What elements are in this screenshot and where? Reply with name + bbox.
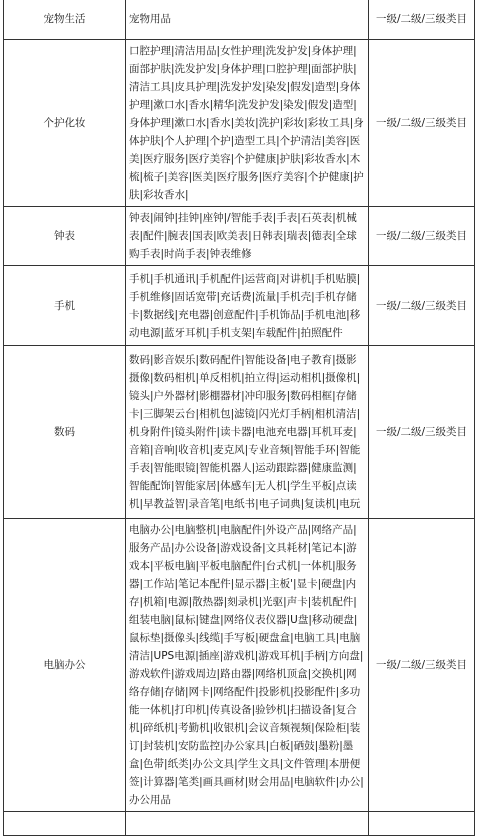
table-row (4, 207, 475, 266)
category-cell: 钟表 (4, 207, 126, 266)
level-cell (369, 812, 475, 836)
category-cell: 电脑办公 (4, 519, 126, 812)
level-cell: 一级/二级/三级类目 (369, 346, 475, 519)
level-cell: 一级/二级/三级类目 (369, 40, 475, 207)
level-cell: 一级/二级/三级类目 (369, 266, 475, 346)
table-row (4, 519, 475, 812)
level-cell: 一级/二级/三级类目 (369, 519, 475, 812)
table-row (4, 346, 475, 519)
table-row (4, 0, 475, 40)
table-row (4, 266, 475, 346)
category-cell (4, 812, 126, 836)
level-cell: 一级/二级/三级类目 (369, 0, 475, 40)
items-cell: 钟表|闹钟|挂钟|座钟|/智能手表|手表|石英表|机械表|配件|腕表|国表|欧美表|日韩表|瑞表|德表|全球购手表|时尚手表|钟表维修 (126, 207, 369, 266)
items-cell: 电脑办公|电脑整机|电脑配件|外设产品|网络产品|服务产品|办公设备|游戏设备|文具耗材|笔记本|游戏本|平板电脑|平板电脑配件|台式机|一体机|服务器|工作站|笔记本配件|显示器|主板'|显卡|硬盘|内存|机箱|电源|散热器|刻录机|光驱|声卡|装机配件|组装电脑|鼠标|键盘|网络仪表仪器|U盘|移动硬盘|鼠标垫|摄像头|线缆|手写板|硬盘盒|电脑工具|电脑清洁|UPS电源|插座|游戏机|游戏耳机|手柄|方向盘|游戏软件|游戏周边|路由器|网络机顶盒|交换机|网络存储|存储|网卡|网络配件|投影机|投影配件|多功能一体机|打印机|传真设备|验钞机|扫描设备|复合机|碎纸机|考勤机|收银机|会议音频视频|保险柜|装订|封装机|安防监控|办公家具|白板|硒鼓|墨粉|墨盒|色带|纸类|办公文具|学生文具|文件管理|本册便签|计算器|笔类|画具画材|财会用品|电脑软件|办公|办公用品 (126, 519, 369, 812)
items-cell: 宠物用品 (126, 0, 369, 40)
level-cell: 一级/二级/三级类目 (369, 207, 475, 266)
table-row (4, 812, 475, 836)
category-cell: 个护化妆 (4, 40, 126, 207)
category-cell: 手机 (4, 266, 126, 346)
category-table (3, 0, 475, 836)
items-cell (126, 812, 369, 836)
table-row (4, 40, 475, 207)
items-cell: 手机|手机通讯|手机配件|运营商|对讲机|手机贴膜|手机维修|固话宽带|充话费|流量|手机壳|手机存储卡|数据线|充电器|创意配件|手机饰品|手机电池|移动电源|蓝牙耳机|手机支架|车载配件|拍照配件 (126, 266, 369, 346)
items-cell: 数码|影音娱乐|数码配件|智能设备|电子教育|摄影摄像|数码相机|单反相机|拍立得|运动相机|摄像机|镜头|户外器材|影棚器材|冲印服务|数码相框|存储卡|三脚架云台|相机包|滤镜|闪光灯手柄|相机清洁|机身附件|镜头附件|读卡器|电池充电器|耳机耳麦|音箱|音响|收音机|麦克风|专业音频|智能手环|智能手表|智能眼镜|智能机器人|运动跟踪器|健康监测|智能配饰|智能家居|体感车|无人机|学生平板|点读机|早教益智|录音笔|电纸书|电子词典|复读机|电玩 (126, 346, 369, 519)
items-cell: 口腔护理|清洁用品|女性护理|洗发护发|身体护理|面部护肤|洗发护发|身体护理|口腔护理|面部护肤|清洁工具|皮具护理|洗发护发|染发|假发|造型|身体护理|漱口水|香水|精华|洗发护发|染发|假发|造型|身体护理|漱口水|香水|美妆|洗护|彩妆|彩妆工具|身体护肤|个人护理|个护|造型工具|个护清洁|美容|医美|医疗服务|医疗美容|个护健康|护肤|彩妆香水|木梳|梳子|美容|医美|医疗服务|医疗美容|个护健康|护肤|彩妆香水| (126, 40, 369, 207)
category-cell: 数码 (4, 346, 126, 519)
category-cell: 宠物生活 (4, 0, 126, 40)
